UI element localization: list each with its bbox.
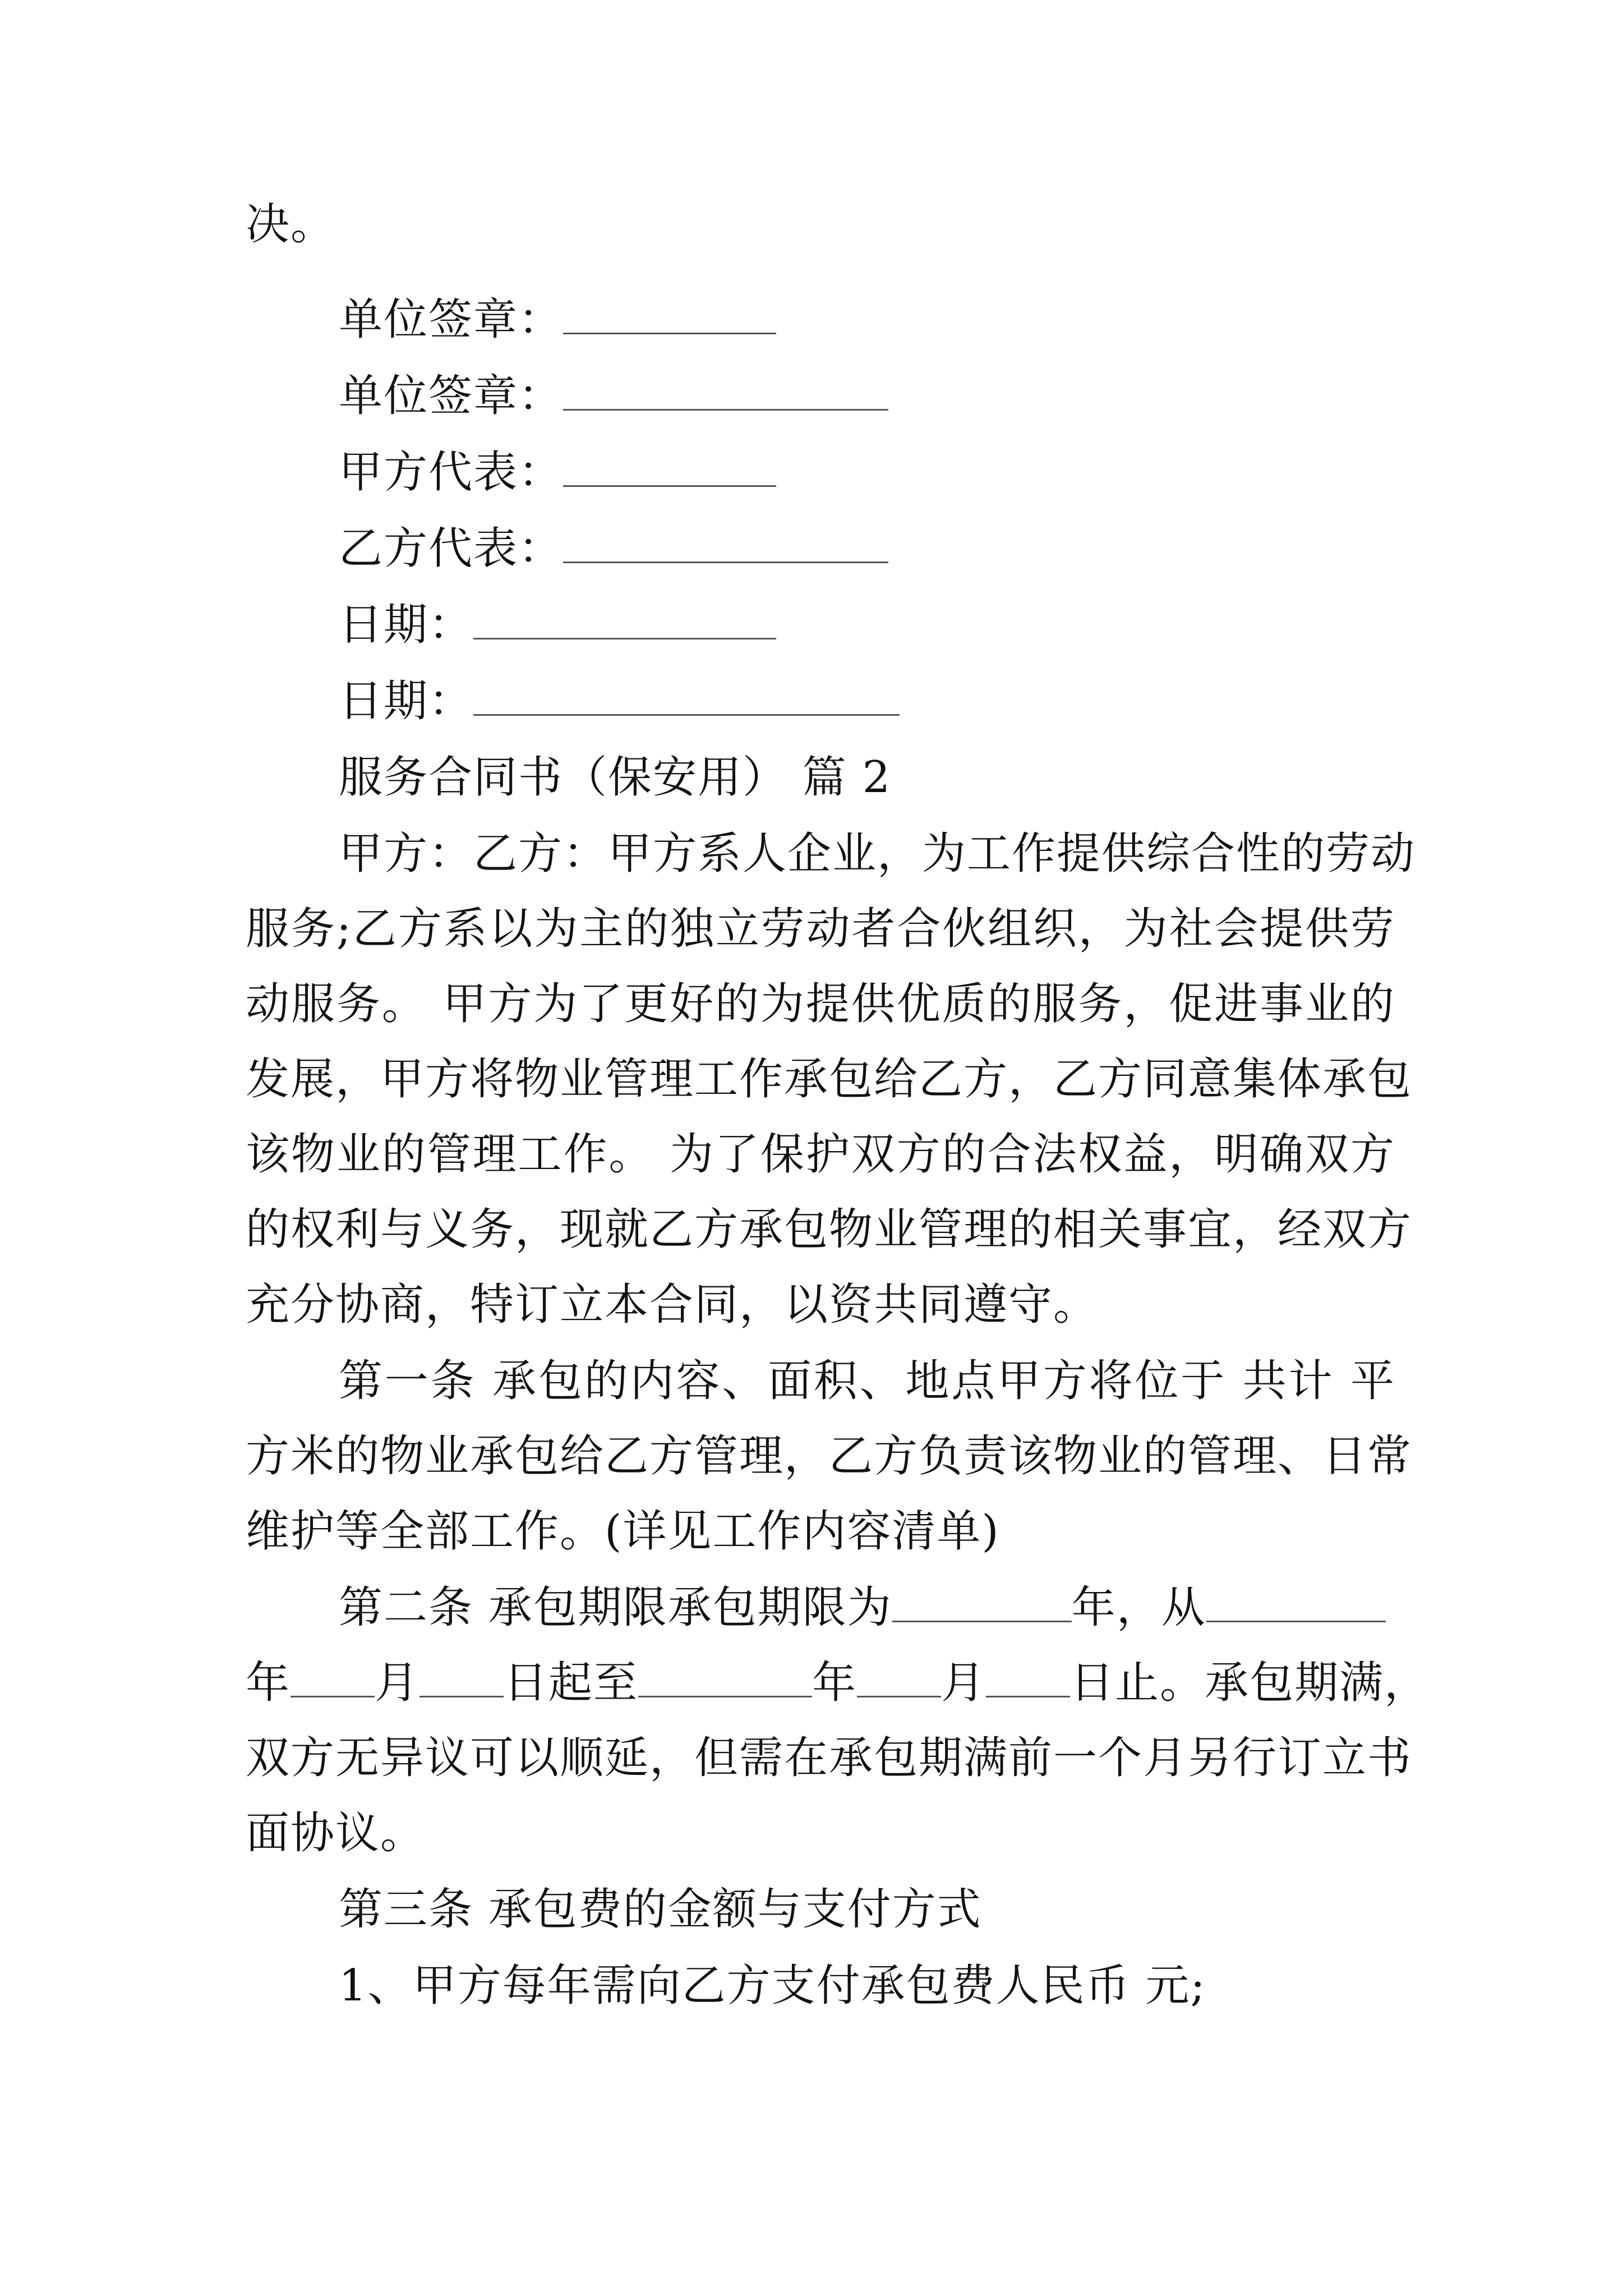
field-label: 甲方代表： <box>339 447 564 498</box>
fill-blank[interactable] <box>563 521 888 563</box>
article-2-line <box>339 1580 1395 1636</box>
signature-line-date-b <box>339 673 1488 729</box>
article-1-line: 第一条 承包的内容、面积、地点甲方将位于 共计 平 <box>339 1356 1395 1406</box>
article-2-text: 第二条 承包期限承包期限为 <box>339 1582 892 1633</box>
fill-blank-start-day[interactable] <box>419 1655 504 1697</box>
article-3-item-1: 1、甲方每年需向乙方支付承包费人民币 元; <box>339 1961 1206 2011</box>
signature-line-unit-seal-a <box>339 292 1488 348</box>
article-2-text: 月 <box>941 1658 986 1708</box>
article-2-text: 年，从 <box>1071 1582 1206 1633</box>
article-1-line: 维护等全部工作。(详见工作内容清单) <box>246 1506 1000 1557</box>
field-label: 日期： <box>339 676 474 726</box>
body-line: 的权利与义务，现就乙方承包物业管理的相关事宜，经双方 <box>246 1204 1413 1255</box>
body-line: 该物业的管理工作。 为了保护双方的合法权益，明确双方 <box>246 1129 1395 1180</box>
article-2-line: 面协议。 <box>246 1808 426 1858</box>
fill-blank-end-month[interactable] <box>857 1655 941 1697</box>
signature-line-unit-seal-b <box>339 368 1488 424</box>
body-line: 甲方：乙方：甲方系人企业，为工作提供综合性的劳动 <box>339 829 1416 879</box>
fill-blank-years[interactable] <box>892 1580 1072 1622</box>
article-2-text: 日起至 <box>504 1658 639 1708</box>
field-label: 单位签章： <box>339 371 564 421</box>
fill-blank-start-month[interactable] <box>291 1655 375 1697</box>
fill-blank[interactable] <box>473 674 900 716</box>
signature-line-party-a-rep <box>339 444 1488 500</box>
field-label: 单位签章： <box>339 295 564 345</box>
article-2-text: 日止。承包期满， <box>1070 1658 1430 1708</box>
fill-blank[interactable] <box>563 445 776 487</box>
field-label: 日期： <box>339 600 474 650</box>
article-2-text: 年 <box>812 1658 857 1708</box>
paragraph-ending: 决。 <box>246 199 336 250</box>
article-2-line: 双方无异议可以顺延，但需在承包期满前一个月另行订立书 <box>246 1733 1413 1783</box>
fill-blank-end-day[interactable] <box>986 1655 1070 1697</box>
fill-blank[interactable] <box>563 292 776 334</box>
section-title: 服务合同书（保安用） 篇 2 <box>339 752 892 803</box>
article-3-title: 第三条 承包费的金额与支付方式 <box>339 1884 982 1935</box>
article-2-line <box>246 1655 1430 1711</box>
article-2-text: 年 <box>246 1658 291 1708</box>
body-line: 服务;乙方系以为主的独立劳动者合伙组织，为社会提供劳 <box>246 904 1395 954</box>
article-2-text: 月 <box>375 1658 420 1708</box>
fill-blank-start-year[interactable] <box>1206 1580 1386 1622</box>
signature-line-date-a <box>339 597 1488 653</box>
body-line: 发展，甲方将物业管理工作承包给乙方，乙方同意集体承包 <box>246 1054 1413 1105</box>
fill-blank-end-year[interactable] <box>638 1655 812 1697</box>
signature-line-party-b-rep <box>339 521 1488 577</box>
article-1-line: 方米的物业承包给乙方管理，乙方负责该物业的管理、日常 <box>246 1431 1413 1481</box>
fill-blank[interactable] <box>473 597 776 639</box>
body-line: 动服务。 甲方为了更好的为提供优质的服务，促进事业的 <box>246 979 1395 1029</box>
fill-blank[interactable] <box>563 369 888 411</box>
field-label: 乙方代表： <box>339 523 564 574</box>
body-line: 充分协商，特订立本合同，以资共同遵守。 <box>246 1280 1099 1330</box>
